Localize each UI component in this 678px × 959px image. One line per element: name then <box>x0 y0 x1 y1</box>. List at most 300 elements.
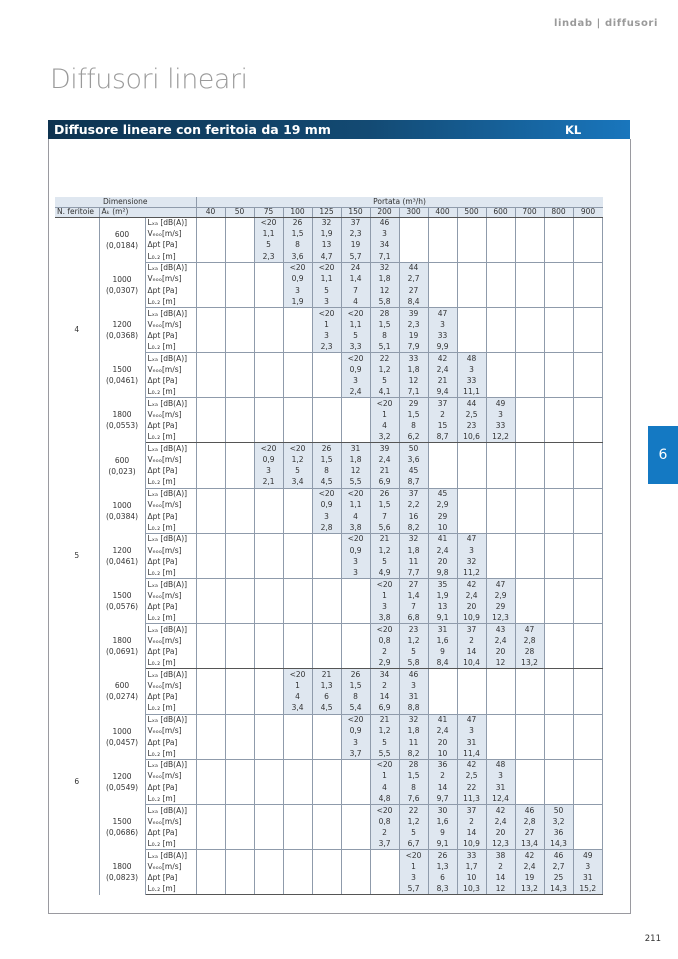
header-ak: Aₖ (m²) <box>99 207 196 217</box>
value-cell <box>341 827 370 838</box>
value-cell: 5,5 <box>370 748 399 759</box>
value-cell: 49 <box>573 850 602 861</box>
value-cell: 7,1 <box>399 386 428 397</box>
value-cell <box>225 703 254 714</box>
value-cell: 2 <box>428 771 457 782</box>
value-cell <box>573 296 602 307</box>
value-cell <box>515 398 544 409</box>
value-cell: 14 <box>428 782 457 793</box>
param-label: Lₓₐ [dB(A)] <box>145 804 196 815</box>
dimension-ak: (0,0686) <box>105 828 139 838</box>
value-cell: 46 <box>544 850 573 861</box>
feritoie-count: 6 <box>55 669 99 895</box>
value-cell <box>544 680 573 691</box>
value-cell <box>341 579 370 590</box>
value-cell: 5 <box>370 375 399 386</box>
value-cell: 0,9 <box>341 725 370 736</box>
value-cell <box>573 646 602 657</box>
value-cell: 26 <box>428 850 457 861</box>
value-cell: 2,7 <box>544 861 573 872</box>
dimension-cell <box>99 579 145 624</box>
value-cell <box>544 364 573 375</box>
value-cell <box>515 341 544 352</box>
value-cell <box>283 782 312 793</box>
value-cell <box>225 228 254 239</box>
value-cell <box>544 658 573 669</box>
value-cell: <20 <box>399 850 428 861</box>
value-cell <box>515 251 544 262</box>
value-cell <box>283 307 312 318</box>
dimension-length: 1200 <box>112 771 132 781</box>
value-cell: 39 <box>399 307 428 318</box>
value-cell <box>196 872 225 883</box>
table-row <box>55 262 603 273</box>
value-cell <box>544 488 573 499</box>
value-cell <box>312 725 341 736</box>
value-cell <box>312 545 341 556</box>
value-cell <box>225 861 254 872</box>
param-label: Lₓₐ [dB(A)] <box>145 353 196 364</box>
table-body <box>55 217 603 895</box>
value-cell <box>370 861 399 872</box>
header-portata: Portata (m³/h) <box>196 197 602 207</box>
value-cell <box>225 330 254 341</box>
value-cell <box>486 488 515 499</box>
value-cell <box>544 409 573 420</box>
dimension-length: 1000 <box>112 274 132 284</box>
value-cell <box>544 398 573 409</box>
value-cell: 3 <box>341 556 370 567</box>
value-cell <box>254 669 283 680</box>
value-cell: 3 <box>312 296 341 307</box>
value-cell <box>486 567 515 578</box>
value-cell <box>254 556 283 567</box>
value-cell: 20 <box>486 646 515 657</box>
value-cell <box>225 511 254 522</box>
value-cell: 2,5 <box>457 771 486 782</box>
value-cell <box>283 341 312 352</box>
value-cell: 1,2 <box>399 816 428 827</box>
dimension-length: 1000 <box>112 500 132 510</box>
value-cell: 0,8 <box>370 816 399 827</box>
value-cell: 3 <box>486 409 515 420</box>
dimension-length: 1500 <box>112 591 132 601</box>
value-cell <box>283 793 312 804</box>
param-label: Lₓₐ [dB(A)] <box>145 714 196 725</box>
value-cell: 3 <box>399 872 428 883</box>
value-cell <box>486 466 515 477</box>
value-cell <box>283 646 312 657</box>
value-cell <box>515 725 544 736</box>
value-cell: <20 <box>254 217 283 228</box>
value-cell <box>544 330 573 341</box>
value-cell <box>515 432 544 443</box>
value-cell <box>283 567 312 578</box>
value-cell: 36 <box>544 827 573 838</box>
dimension-length: 600 <box>114 455 130 465</box>
param-label: Vₑₒₒ[m/s] <box>145 409 196 420</box>
value-cell <box>341 838 370 849</box>
value-cell <box>254 330 283 341</box>
value-cell <box>341 432 370 443</box>
value-cell <box>312 386 341 397</box>
value-cell: 1,6 <box>428 635 457 646</box>
dimension-ak: (0,0384) <box>105 511 139 521</box>
value-cell: 6,8 <box>399 612 428 623</box>
value-cell <box>573 262 602 273</box>
flow-header: 100 <box>283 207 312 217</box>
value-cell <box>312 782 341 793</box>
value-cell: 8 <box>370 330 399 341</box>
dimension-cell <box>99 669 145 714</box>
param-label: L₀.₂ [m] <box>145 386 196 397</box>
value-cell: 8,7 <box>399 477 428 488</box>
dimension-ak: (0,0461) <box>105 556 139 566</box>
value-cell <box>515 782 544 793</box>
value-cell <box>254 838 283 849</box>
param-label: Lₓₐ [dB(A)] <box>145 579 196 590</box>
value-cell <box>341 759 370 770</box>
header-n-feritoie: N. feritoie <box>55 207 99 217</box>
value-cell <box>544 579 573 590</box>
value-cell: 8,2 <box>399 748 428 759</box>
value-cell: 4 <box>370 782 399 793</box>
table-row <box>55 579 603 590</box>
value-cell: 12,4 <box>486 793 515 804</box>
value-cell: 6,9 <box>370 477 399 488</box>
value-cell <box>254 601 283 612</box>
value-cell <box>254 816 283 827</box>
value-cell <box>341 861 370 872</box>
value-cell <box>254 714 283 725</box>
value-cell <box>341 850 370 861</box>
value-cell: 2 <box>457 635 486 646</box>
value-cell: 45 <box>428 488 457 499</box>
param-label: L₀.₂ [m] <box>145 793 196 804</box>
value-cell: 11,4 <box>457 748 486 759</box>
value-cell <box>196 590 225 601</box>
value-cell <box>312 364 341 375</box>
value-cell <box>254 861 283 872</box>
value-cell: 20 <box>486 827 515 838</box>
param-label: Δpt [Pa] <box>145 511 196 522</box>
value-cell <box>515 499 544 510</box>
value-cell: 31 <box>428 624 457 635</box>
value-cell: 31 <box>573 872 602 883</box>
value-cell <box>573 771 602 782</box>
value-cell <box>341 590 370 601</box>
value-cell <box>196 850 225 861</box>
value-cell: <20 <box>312 488 341 499</box>
value-cell <box>283 737 312 748</box>
value-cell: 28 <box>370 307 399 318</box>
value-cell: 13,4 <box>515 838 544 849</box>
value-cell <box>515 353 544 364</box>
value-cell <box>544 759 573 770</box>
param-label: Vₑₒₒ[m/s] <box>145 228 196 239</box>
value-cell: 3 <box>428 319 457 330</box>
value-cell: 1,9 <box>428 590 457 601</box>
value-cell: 28 <box>515 646 544 657</box>
value-cell <box>196 658 225 669</box>
value-cell <box>573 477 602 488</box>
value-cell <box>544 375 573 386</box>
value-cell <box>254 691 283 702</box>
param-label: Vₑₒₒ[m/s] <box>145 680 196 691</box>
value-cell: 22 <box>370 353 399 364</box>
param-label: Vₑₒₒ[m/s] <box>145 273 196 284</box>
dimension-length: 600 <box>114 229 130 239</box>
value-cell <box>196 240 225 251</box>
value-cell <box>486 240 515 251</box>
value-cell <box>486 251 515 262</box>
value-cell <box>225 725 254 736</box>
value-cell <box>225 737 254 748</box>
param-label: Δpt [Pa] <box>145 691 196 702</box>
value-cell: 11 <box>399 737 428 748</box>
value-cell: 10 <box>428 748 457 759</box>
value-cell <box>544 567 573 578</box>
param-label: Δpt [Pa] <box>145 330 196 341</box>
value-cell <box>544 771 573 782</box>
value-cell: 8,2 <box>399 522 428 533</box>
value-cell <box>254 680 283 691</box>
dimension-ak: (0,0549) <box>105 782 139 792</box>
value-cell <box>254 737 283 748</box>
flow-header: 40 <box>196 207 225 217</box>
value-cell <box>544 240 573 251</box>
value-cell: 27 <box>399 579 428 590</box>
value-cell <box>283 409 312 420</box>
value-cell: 0,9 <box>341 364 370 375</box>
value-cell <box>225 884 254 895</box>
value-cell: 47 <box>457 714 486 725</box>
value-cell <box>573 759 602 770</box>
param-label: Lₓₐ [dB(A)] <box>145 443 196 454</box>
value-cell <box>254 533 283 544</box>
value-cell <box>573 466 602 477</box>
value-cell <box>225 579 254 590</box>
param-label: Lₓₐ [dB(A)] <box>145 262 196 273</box>
value-cell <box>225 296 254 307</box>
value-cell: 4,5 <box>312 477 341 488</box>
value-cell <box>573 669 602 680</box>
param-label: Lₓₐ [dB(A)] <box>145 398 196 409</box>
value-cell <box>283 884 312 895</box>
value-cell <box>399 240 428 251</box>
table-row <box>55 488 603 499</box>
value-cell <box>573 782 602 793</box>
value-cell <box>486 748 515 759</box>
value-cell <box>283 319 312 330</box>
value-cell: 2,1 <box>254 477 283 488</box>
value-cell <box>196 533 225 544</box>
value-cell: 35 <box>428 579 457 590</box>
value-cell <box>428 669 457 680</box>
value-cell <box>573 375 602 386</box>
value-cell: 4,7 <box>312 251 341 262</box>
value-cell <box>225 341 254 352</box>
value-cell <box>283 556 312 567</box>
value-cell <box>196 612 225 623</box>
dimension-ak: (0,023) <box>108 466 136 476</box>
value-cell: 1 <box>283 680 312 691</box>
value-cell: 19 <box>399 330 428 341</box>
value-cell <box>312 804 341 815</box>
value-cell <box>457 341 486 352</box>
value-cell: 0,9 <box>254 454 283 465</box>
value-cell: 26 <box>370 488 399 499</box>
value-cell: 8,8 <box>399 703 428 714</box>
param-label: Lₓₐ [dB(A)] <box>145 533 196 544</box>
value-cell: 6,7 <box>399 838 428 849</box>
value-cell <box>486 522 515 533</box>
value-cell <box>544 443 573 454</box>
value-cell: 1,9 <box>283 296 312 307</box>
value-cell <box>515 477 544 488</box>
value-cell <box>573 601 602 612</box>
value-cell <box>573 816 602 827</box>
value-cell <box>196 307 225 318</box>
value-cell: <20 <box>283 262 312 273</box>
value-cell: 3 <box>341 737 370 748</box>
param-label: L₀.₂ [m] <box>145 251 196 262</box>
value-cell: 0,9 <box>341 545 370 556</box>
value-cell <box>283 624 312 635</box>
value-cell <box>283 850 312 861</box>
value-cell <box>312 375 341 386</box>
value-cell <box>544 725 573 736</box>
value-cell <box>428 262 457 273</box>
value-cell <box>573 838 602 849</box>
value-cell <box>225 804 254 815</box>
dimension-length: 1200 <box>112 319 132 329</box>
value-cell: 20 <box>428 737 457 748</box>
value-cell: 1,5 <box>341 680 370 691</box>
flow-header: 400 <box>428 207 457 217</box>
value-cell: 2,3 <box>399 319 428 330</box>
value-cell <box>254 872 283 883</box>
value-cell: 25 <box>544 872 573 883</box>
value-cell <box>515 420 544 431</box>
value-cell <box>515 386 544 397</box>
value-cell <box>225 488 254 499</box>
value-cell <box>196 635 225 646</box>
value-cell: 2,4 <box>428 725 457 736</box>
value-cell: 32 <box>370 262 399 273</box>
value-cell: 5 <box>370 737 399 748</box>
flow-header: 150 <box>341 207 370 217</box>
value-cell <box>573 522 602 533</box>
value-cell <box>544 590 573 601</box>
value-cell <box>486 680 515 691</box>
value-cell: 4,5 <box>312 703 341 714</box>
value-cell: 3,7 <box>370 838 399 849</box>
value-cell <box>254 488 283 499</box>
param-label: Δpt [Pa] <box>145 285 196 296</box>
dimension-cell <box>99 262 145 307</box>
value-cell <box>254 307 283 318</box>
value-cell: 5 <box>254 240 283 251</box>
value-cell: 34 <box>370 669 399 680</box>
value-cell: 0,9 <box>312 499 341 510</box>
value-cell <box>341 782 370 793</box>
value-cell: 43 <box>486 624 515 635</box>
value-cell <box>196 703 225 714</box>
value-cell: 1,2 <box>283 454 312 465</box>
value-cell <box>515 590 544 601</box>
value-cell <box>254 522 283 533</box>
value-cell <box>312 838 341 849</box>
value-cell <box>225 522 254 533</box>
value-cell <box>196 771 225 782</box>
dimension-ak: (0,0823) <box>105 873 139 883</box>
value-cell <box>196 680 225 691</box>
value-cell: 13 <box>428 601 457 612</box>
value-cell <box>196 251 225 262</box>
value-cell <box>225 386 254 397</box>
value-cell <box>225 646 254 657</box>
dimension-cell <box>99 624 145 669</box>
value-cell <box>312 771 341 782</box>
param-label: L₀.₂ [m] <box>145 522 196 533</box>
value-cell: 21 <box>312 669 341 680</box>
value-cell: 1,6 <box>428 816 457 827</box>
performance-table <box>55 197 603 895</box>
value-cell: 10,4 <box>457 658 486 669</box>
param-label: Δpt [Pa] <box>145 240 196 251</box>
dimension-ak: (0,0457) <box>105 737 139 747</box>
chapter-tab: 6 <box>648 426 678 484</box>
value-cell <box>573 240 602 251</box>
value-cell <box>544 341 573 352</box>
value-cell <box>544 703 573 714</box>
value-cell <box>544 635 573 646</box>
value-cell: 1,3 <box>312 680 341 691</box>
value-cell <box>341 612 370 623</box>
value-cell: 21 <box>428 375 457 386</box>
value-cell: 3,2 <box>370 432 399 443</box>
value-cell <box>196 217 225 228</box>
value-cell: 14,3 <box>544 838 573 849</box>
value-cell <box>457 296 486 307</box>
value-cell <box>225 601 254 612</box>
value-cell <box>283 601 312 612</box>
value-cell <box>225 432 254 443</box>
value-cell <box>196 454 225 465</box>
value-cell <box>254 364 283 375</box>
value-cell <box>573 364 602 375</box>
value-cell <box>573 330 602 341</box>
dimension-ak: (0,0368) <box>105 330 139 340</box>
value-cell <box>254 850 283 861</box>
value-cell <box>544 612 573 623</box>
value-cell <box>225 612 254 623</box>
value-cell: 41 <box>428 533 457 544</box>
value-cell <box>196 432 225 443</box>
flow-header: 600 <box>486 207 515 217</box>
value-cell: 47 <box>486 579 515 590</box>
value-cell: 8 <box>399 420 428 431</box>
value-cell: 32 <box>457 556 486 567</box>
param-label: Lₓₐ [dB(A)] <box>145 488 196 499</box>
value-cell <box>573 827 602 838</box>
value-cell <box>515 488 544 499</box>
value-cell <box>573 793 602 804</box>
value-cell <box>573 737 602 748</box>
value-cell: 36 <box>428 759 457 770</box>
value-cell: 33 <box>486 420 515 431</box>
